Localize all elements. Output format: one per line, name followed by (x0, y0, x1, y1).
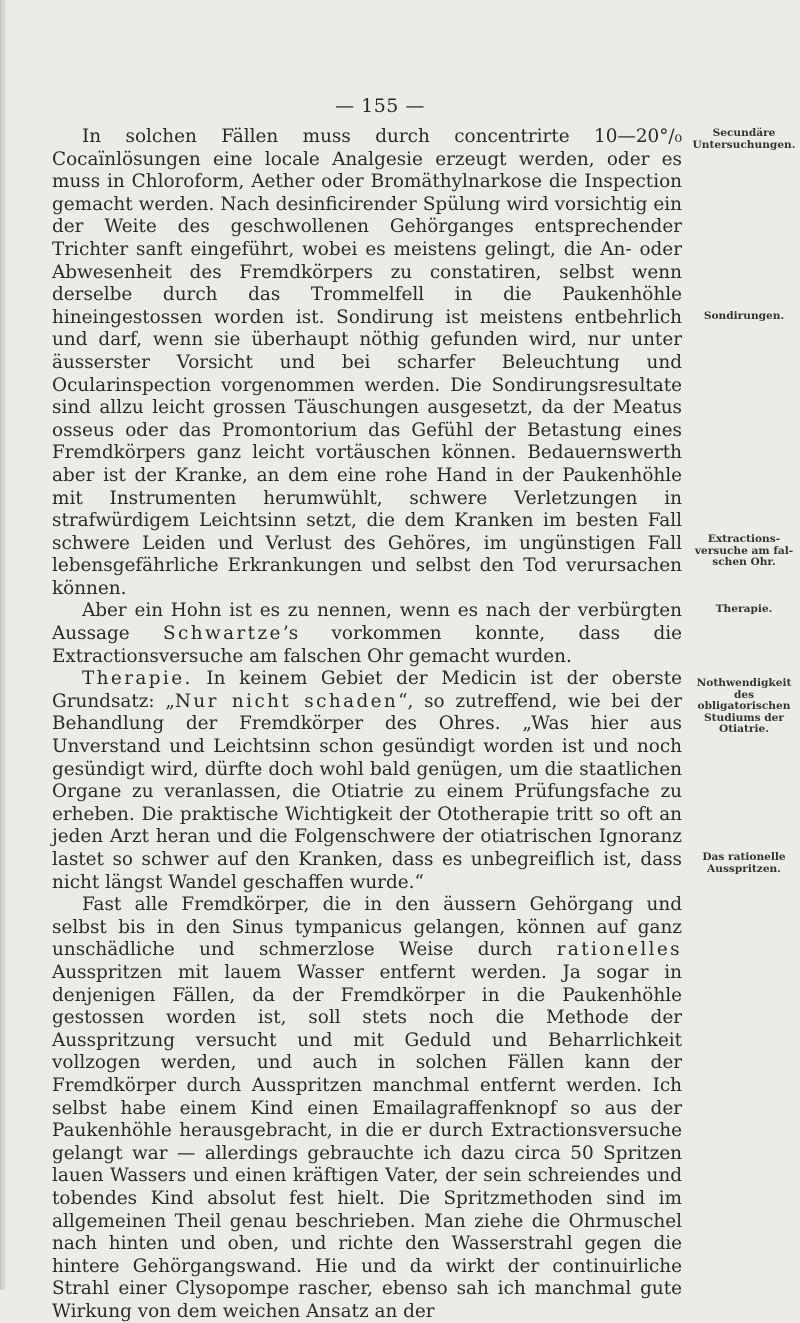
page-edge (0, 0, 6, 1290)
paragraph-1 (52, 126, 682, 600)
rationelles-spaced: rationelles (556, 939, 682, 961)
paragraph-2-after: ’s vorkommen konnte, dass die Extractionsversuche am falschen Ohr gemacht wurden. (52, 623, 682, 667)
author-name-spaced: Schwartze (163, 623, 283, 645)
page-number: — 155 — (335, 95, 425, 117)
body-text (52, 126, 682, 1323)
paragraph-4 (52, 894, 682, 1323)
paragraph-3-after: In keinem Gebiet der Medicin ist der oberste Grundsatz: „ (52, 668, 682, 712)
paragraph-4-before: Fast alle Fremdkörper, die in den äussern Gehörgang und selbst bis in den Sinus tympanicus gelangen, können auf ganz unschädliche und schmerzlose Weise durch (52, 894, 682, 961)
paragraph-3 (52, 668, 682, 894)
margin-note-ausspritzen: Das rationelle Ausspritzen. (702, 851, 786, 875)
margin-note-sondirungen: Sondirungen. (703, 310, 785, 322)
paragraph-2 (52, 600, 682, 668)
paragraph-1-text: In solchen Fällen muss durch concentrirte 10—20°/₀ Cocaïnlösungen eine locale Analgesie erzeugt werden, oder es muss in Chloroform, Aether oder Bromäthylnarkose die Inspection gemacht werden. Nach desinficirender Spülung wird vorsichtig ein der Weite des geschwollenen Gehörganges entsprechender Trichter sanft eingeführt, wobei es meistens gelingt, die An- oder Abwesenheit des Fremdkörpers zu constatiren, selbst wenn derselbe durch das Trommelfell in die Paukenhöhle hineingestossen worden ist. Sondirung ist meistens entbehrlich und darf, wenn sie überhaupt nöthig gefunden wird, nur unter äusserster Vorsicht und bei scharfer Beleuchtung und Ocularinspection vorgenommen werden. Die Sondirungsresultate sind allzu leicht grossen Täuschungen ausgesetzt, da der Meatus osseus oder das Promontorium das Gefühl der Betastung eines Fremdkörpers ganz leicht vortäuschen können. Bedauernswerth aber ist der Kranke, an dem eine rohe Hand in der Paukenhöhle mit Instrumenten herumwühlt, schwere Verletzungen in strafwürdigem Leichtsinn setzt, die dem Kranken im besten Fall schwere Leiden und Verlust des Gehöres, im ungünstigen Fall lebensgefährliche Erkrankungen und selbst den Tod verursachen können. (52, 126, 682, 599)
principle-spaced: Nur nicht schaden (174, 690, 399, 712)
margin-note-therapie: Therapie. (715, 603, 773, 615)
margin-note-otiatrie: Nothwendigkeit des obligatorischen Studiums der Otiatrie. (696, 677, 792, 736)
paragraph-4-after: Ausspritzen mit lauem Wasser entfernt werden. Ja sogar in denjenigen Fällen, da der Fremdkörper in die Paukenhöhle gestossen worden ist, soll stets noch die Methode der Ausspritzung versucht und mit Geduld und Beharrlichkeit vollzogen werden, und auch in solchen Fällen kann der Fremdkörper durch Ausspritzen manchmal entfernt werden. Ich selbst habe einem Kind einen Emailagraffenknopf so aus der Paukenhöhle herausgebracht, in die er durch Extractionsversuche gelangt war — allerdings gebrauchte ich dazu circa 50 Spritzen lauen Wassers und einen kräftigen Vater, der sein schreiendes und tobendes Kind absolut fest hielt. Die Spritzmethoden sind im allgemeinen Theil genau beschrieben. Man ziehe die Ohrmuschel nach hinten und oben, und richte den Wasserstrahl gegen die hintere Gehörgangswand. Hie und da wirkt der continuirliche Strahl einer Clysopompe rascher, ebenso sah ich manchmal gute Wirkung von dem weichen Ansatz an der (52, 961, 682, 1322)
therapie-heading: Therapie. (82, 668, 193, 690)
margin-note-extractionsversuche: Extractions-versuche am fal-schen Ohr. (694, 533, 794, 569)
paragraph-2-before: Aber ein Hohn ist es zu nennen, wenn es nach der verbürgten Aussage (52, 600, 682, 645)
margin-note-secundaere: Secundäre Untersuchungen. (692, 127, 796, 151)
paragraph-3-after2: “, so zutreffend, wie bei der Behandlung der Fremdkörper des Ohres. „Was hier aus Unverstand und Leichtsinn schon gesündigt worden ist und noch gesündigt wird, dürfte doch wohl bald genügen, um die staatlichen Organe zu veranlassen, die Otiatrie zu einem Prüfungsfache zu erheben. Die praktische Wichtigkeit der Ototherapie tritt so oft an jeden Arzt heran und die Folgenschwere der otiatrischen Ignoranz lastet so schwer auf den Kranken, dass es unbegreiflich ist, dass nicht längst Wandel geschaffen wurde.“ (52, 690, 683, 893)
